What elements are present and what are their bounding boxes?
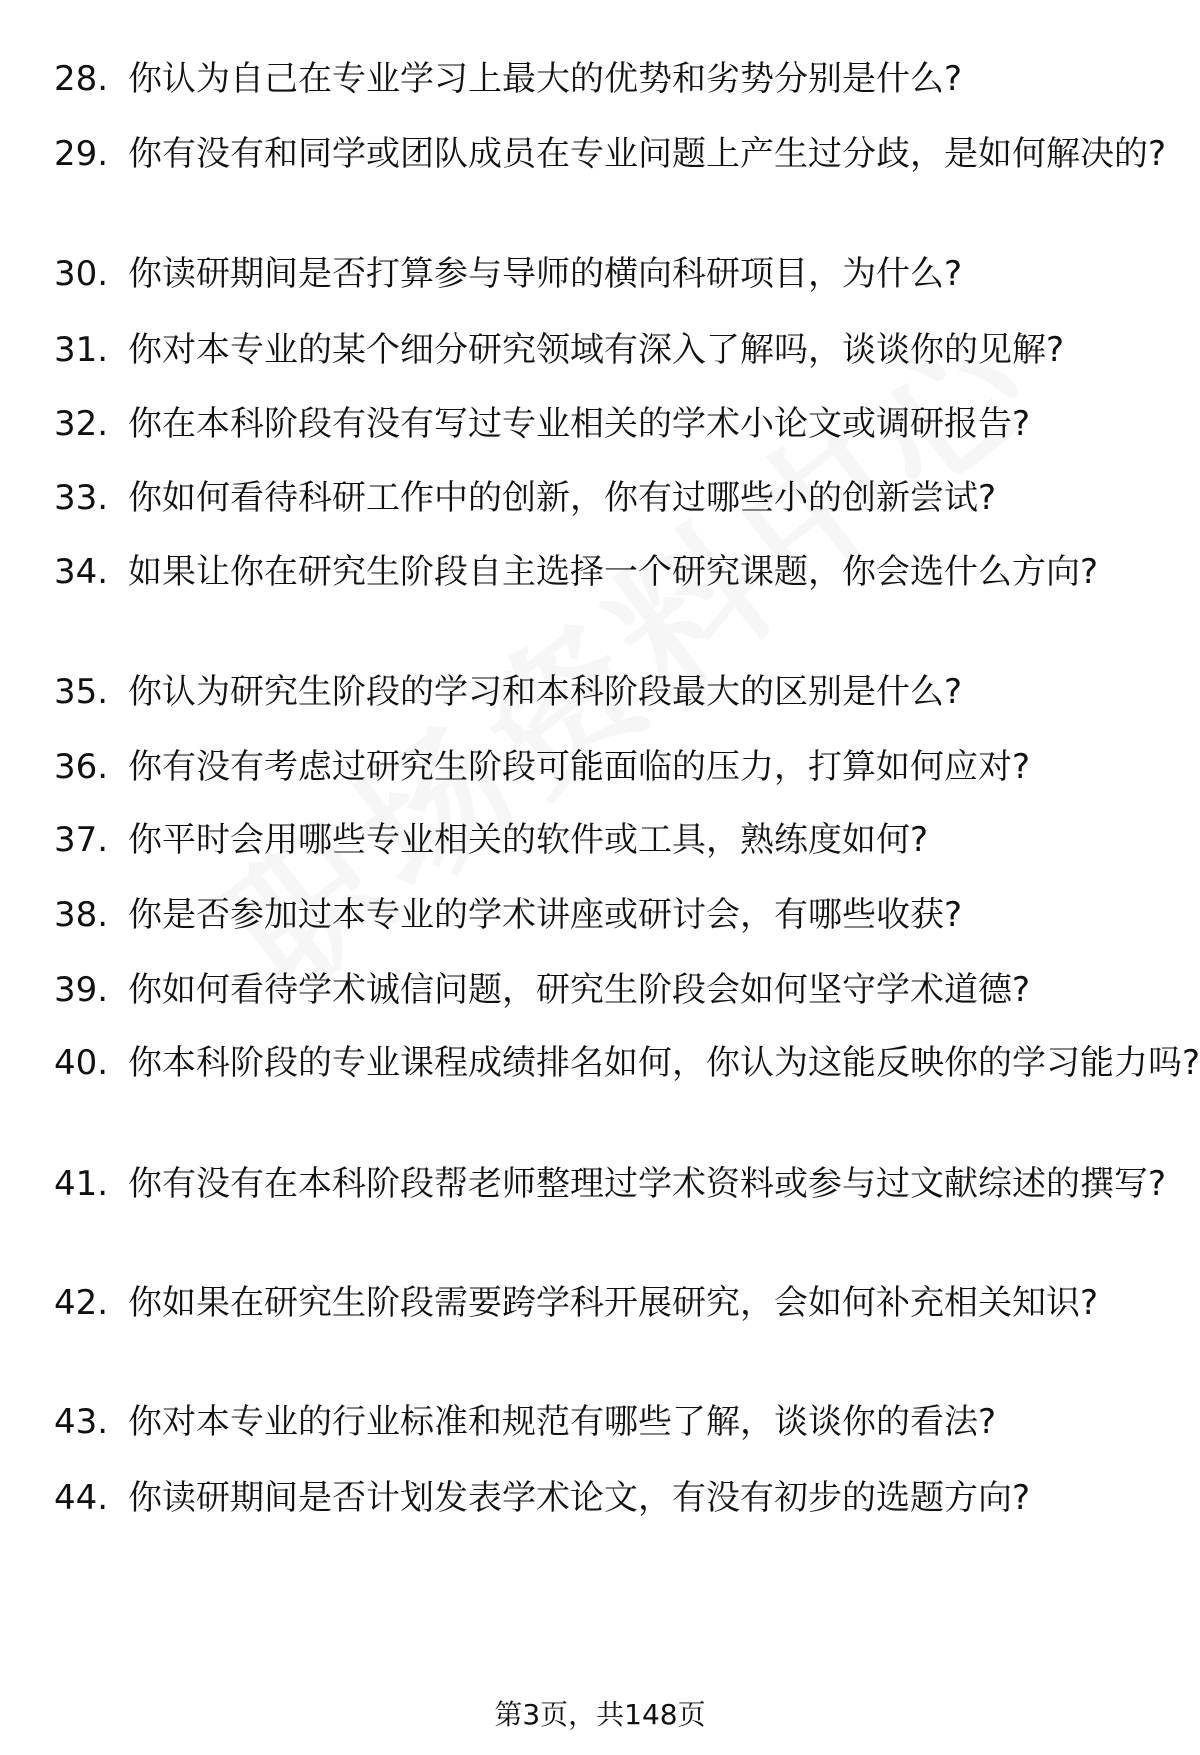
list-item: [54, 326, 1154, 374]
question-text: 你本科阶段的专业课程成绩排名如何，你认为这能反映你的学习能力吗?: [128, 1043, 1200, 1083]
list-item: [54, 816, 1154, 864]
question-text: 你如果在研究生阶段需要跨学科开展研究，会如何补充相关知识?: [128, 1283, 1099, 1323]
question-text: 你对本专业的某个细分研究领域有深入了解吗，谈谈你的见解?: [128, 330, 1065, 370]
list-item: [54, 130, 1167, 178]
list-item: [54, 1474, 1154, 1522]
question-number: 34.: [54, 552, 109, 592]
list-item: [54, 400, 1154, 448]
question-number: 39.: [54, 970, 109, 1010]
question-text: 你如何看待科研工作中的创新，你有过哪些小的创新尝试?: [128, 478, 997, 518]
question-text: 你认为研究生阶段的学习和本科阶段最大的区别是什么?: [128, 672, 963, 712]
question-number: 30.: [54, 254, 109, 294]
question-number: 36.: [54, 747, 109, 787]
question-text: 如果让你在研究生阶段自主选择一个研究课题，你会选什么方向?: [128, 552, 1099, 592]
question-text: 你在本科阶段有没有写过专业相关的学术小论文或调研报告?: [128, 404, 1031, 444]
question-text: 你对本专业的行业标准和规范有哪些了解，谈谈你的看法?: [128, 1402, 997, 1442]
question-text: 你读研期间是否打算参与导师的横向科研项目，为什么?: [128, 254, 963, 294]
list-item: [54, 1398, 1154, 1446]
question-number: 29.: [54, 134, 109, 174]
question-text: 你读研期间是否计划发表学术论文，有没有初步的选题方向?: [128, 1478, 1031, 1518]
question-text: 你是否参加过本专业的学术讲座或研讨会，有哪些收获?: [128, 895, 963, 935]
list-item: [54, 1039, 1200, 1087]
list-item: [54, 891, 1154, 939]
list-item: [54, 548, 1154, 596]
question-text: 你有没有和同学或团队成员在专业问题上产生过分歧，是如何解决的?: [128, 134, 1167, 174]
question-text: 你如何看待学术诚信问题，研究生阶段会如何坚守学术道德?: [128, 970, 1031, 1010]
question-number: 44.: [54, 1478, 109, 1518]
question-number: 40.: [54, 1043, 109, 1083]
question-text: 你有没有在本科阶段帮老师整理过学术资料或参与过文献综述的撰写?: [128, 1164, 1167, 1204]
list-item: [54, 743, 1154, 791]
list-item: [54, 668, 1154, 716]
list-item: [54, 1160, 1167, 1208]
question-number: 32.: [54, 404, 109, 444]
question-number: 38.: [54, 895, 109, 935]
question-text: 你有没有考虑过研究生阶段可能面临的压力，打算如何应对?: [128, 747, 1031, 787]
question-number: 42.: [54, 1283, 109, 1323]
list-item: [54, 966, 1154, 1014]
question-number: 35.: [54, 672, 109, 712]
list-item: [54, 474, 1154, 522]
question-text: 你认为自己在专业学习上最大的优势和劣势分别是什么?: [128, 59, 963, 99]
question-number: 33.: [54, 478, 109, 518]
page-number-footer: 第3页，共148页: [494, 1698, 706, 1731]
list-item: [54, 250, 1154, 298]
question-number: 43.: [54, 1402, 109, 1442]
list-item: [54, 1279, 1154, 1327]
list-item: [54, 55, 1154, 103]
question-number: 31.: [54, 330, 109, 370]
question-number: 41.: [54, 1164, 109, 1204]
question-number: 28.: [54, 59, 109, 99]
question-number: 37.: [54, 820, 109, 860]
question-text: 你平时会用哪些专业相关的软件或工具，熟练度如何?: [128, 820, 929, 860]
